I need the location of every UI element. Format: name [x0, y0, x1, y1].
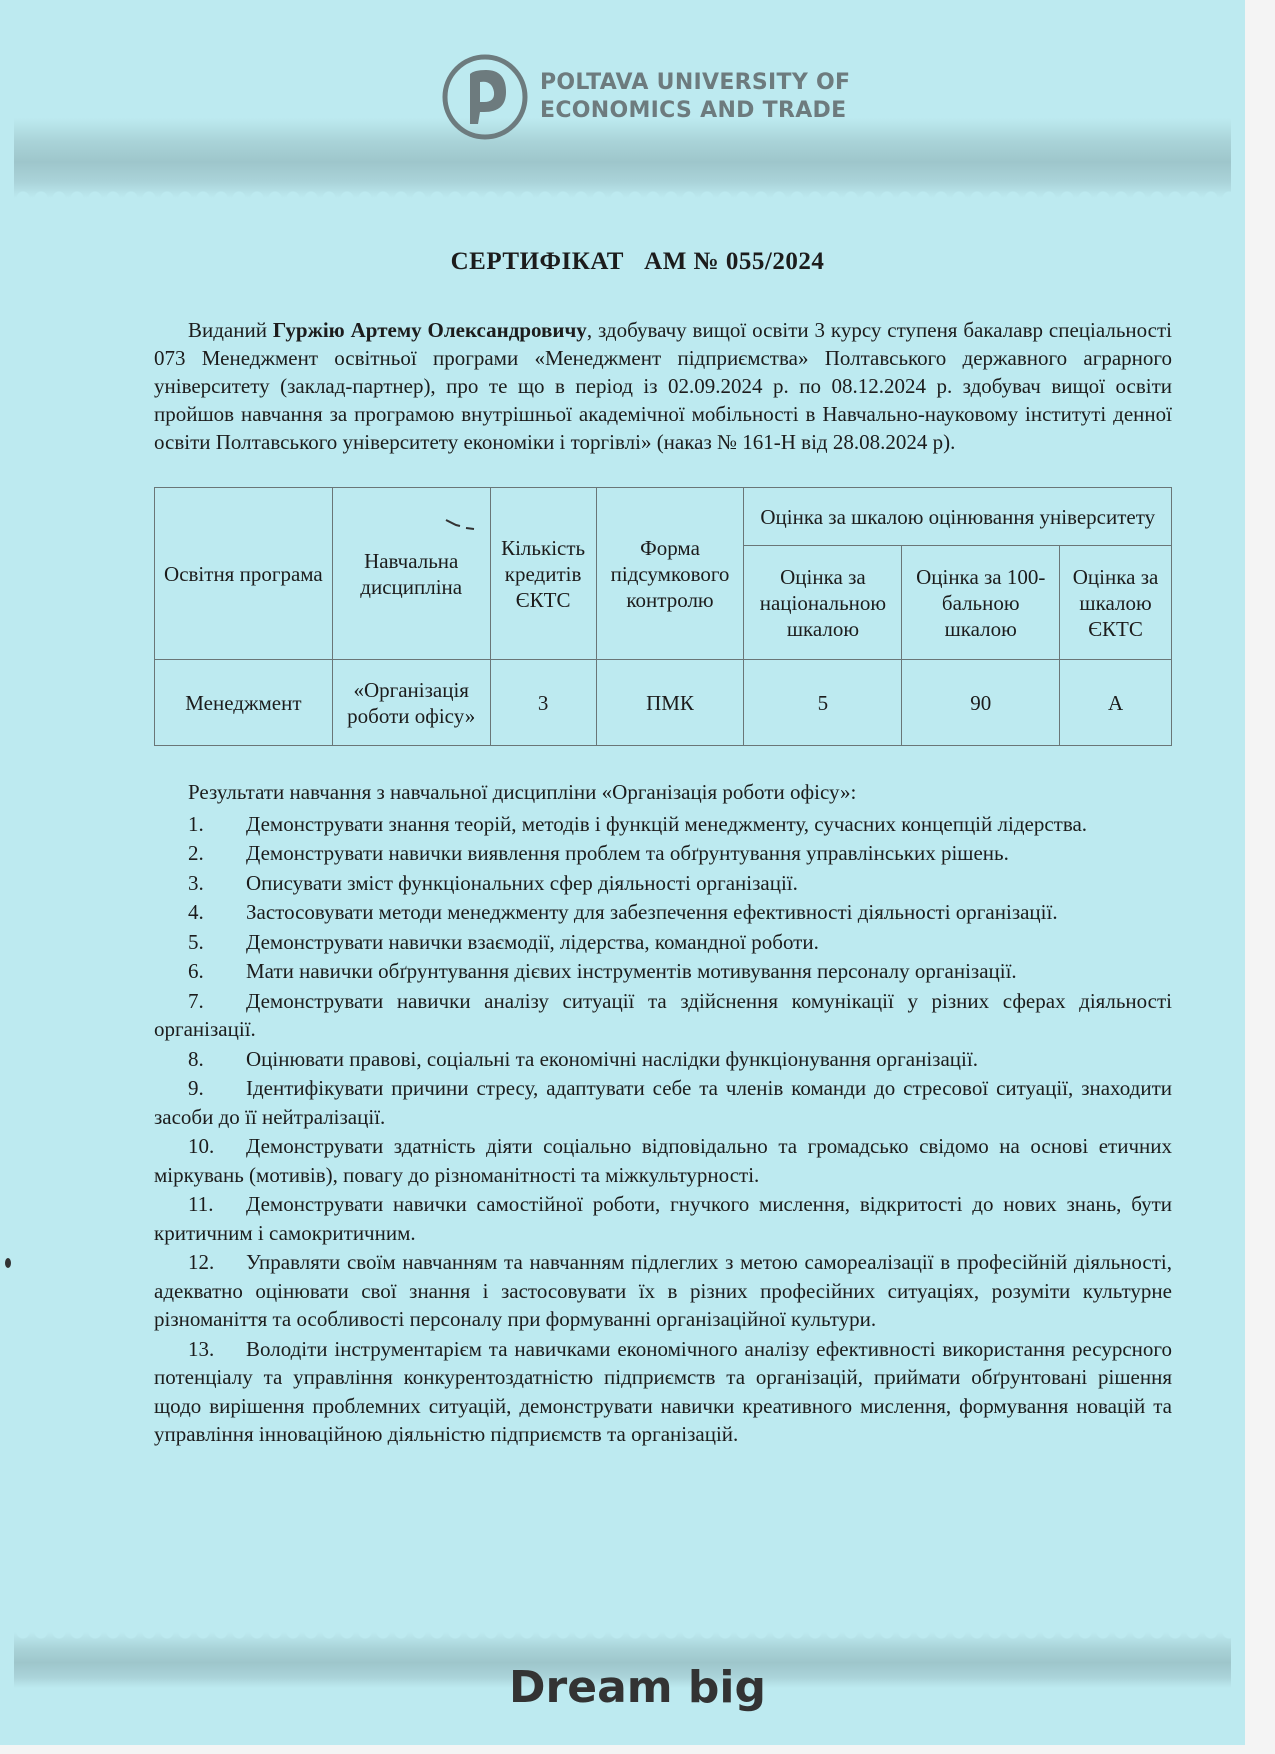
certificate-title: СЕРТИФІКАТ АМ № 055/2024	[450, 248, 825, 275]
university-emblem-icon	[440, 52, 530, 142]
list-item	[154, 987, 1172, 1044]
cell-control: ПМК	[596, 660, 744, 746]
list-item	[154, 839, 1172, 868]
item-text: Демонструвати знання теорій, методів і функцій менеджменту, сучасних концепцій лідерства.	[246, 811, 1088, 836]
grades-table	[154, 487, 1172, 746]
cell-program: Менеджмент	[155, 660, 333, 746]
university-name	[540, 69, 850, 125]
item-text: Описувати зміст функціональних сфер діяльності організації.	[246, 870, 798, 895]
header-control: Форма підсумкового контролю	[596, 488, 744, 660]
list-item	[154, 898, 1172, 927]
item-number: 3.	[188, 870, 204, 895]
item-text: Застосовувати методи менеджменту для забезпечення ефективності діяльності організації.	[246, 900, 1058, 924]
item-number: 2.	[188, 841, 204, 865]
item-number: 8.	[188, 1046, 204, 1071]
table-row	[155, 660, 1172, 746]
list-item	[154, 928, 1172, 957]
cell-discipline: «Організація роботи офісу»	[332, 660, 490, 746]
list-item	[154, 1248, 1172, 1334]
item-text: Демонструвати навички взаємодії, лідерства, командної роботи.	[246, 929, 819, 954]
item-number: 9.	[188, 1076, 204, 1100]
certificate-intro	[154, 316, 1172, 456]
list-item	[154, 810, 1172, 839]
header-hundred: Оцінка за 100-бальною шкалою	[902, 546, 1060, 660]
item-text: Оцінювати правові, соціальні та економічні наслідки функціонування організації.	[246, 1046, 978, 1071]
item-number: 6.	[188, 959, 204, 983]
item-text: Ідентифікувати причини стресу, адаптувати себе та членів команди до стресової ситуації, знаходити засоби до її нейтралізації.	[154, 1076, 1172, 1129]
header-program: Освітня програма	[155, 488, 333, 660]
header-credits: Кількість кредитів ЄКТС	[490, 488, 596, 660]
outcomes-list	[154, 810, 1172, 1449]
item-number: 1.	[188, 811, 204, 836]
logo-line-1: POLTAVA UNIVERSITY OF	[540, 70, 851, 95]
item-text: Демонструвати навички виявлення проблем та обґрунтування управлінських рішень.	[246, 841, 1009, 865]
item-number: 10.	[188, 1134, 215, 1158]
intro-body: , здобувачу вищої освіти 3 курсу ступеня бакалавр спеціальності 073 Менеджмент освітньої програми «Менеджмент підприємства» Полтавського державного аграрного університету (заклад-партнер), про те що в період із 02.09.2024 р. по 08.12.2024 р. здобувач вищої освіти пройшов навчання за програмою внутрішньої академічної мобільності в Навчально-науковому інституті денної освіти Полтавського університету економіки і торгівлі» (наказ № 161-Н від 28.08.2024 р).	[154, 318, 1172, 454]
item-number: 7.	[188, 988, 204, 1013]
header-grade-group: Оцінка за шкалою оцінювання університету	[744, 488, 1172, 546]
scan-speck-icon	[3, 1256, 13, 1270]
list-item	[154, 957, 1172, 986]
cell-credits: 3	[490, 660, 596, 746]
outcomes-lead: Результати навчання з навчальної дисципліни «Організація роботи офісу»:	[188, 780, 857, 804]
item-number: 11.	[188, 1192, 214, 1216]
header-national: Оцінка за національною шкалою	[744, 546, 902, 660]
header-discipline: Навчальна дисципліна	[332, 488, 490, 660]
item-text: Демонструвати навички аналізу ситуації та здійснення комунікації у різних сферах діяльності організації.	[154, 988, 1172, 1041]
list-item	[154, 1045, 1172, 1074]
university-logo	[440, 52, 850, 142]
item-number: 4.	[188, 900, 204, 924]
item-text: Управляти своїм навчанням та навчанням підлеглих з метою самореалізації в професійній діяльності, адекватно оцінювати свої знання і застосовувати їх в різних професійних ситуаціях, розуміти культурне різноманіття та особливості персоналу при формуванні організаційної культури.	[154, 1250, 1172, 1331]
cell-national: 5	[744, 660, 902, 746]
item-number: 12.	[188, 1250, 215, 1274]
cell-ects: A	[1060, 660, 1172, 746]
list-item	[154, 1190, 1172, 1247]
list-item	[154, 1335, 1172, 1449]
logo-line-2: ECONOMICS AND TRADE	[540, 98, 847, 123]
slogan: Dream big	[509, 1662, 766, 1713]
header-ects: Оцінка за шкалою ЄКТС	[1060, 546, 1172, 660]
item-text: Володіти інструментарієм та навичками економічного аналізу ефективності використання ресурсного потенціалу та управління конкурентоздатністю підприємств та організацій, приймати обґрунтовані рішення щодо вирішення проблемних ситуацій, демонструвати навички креативного мислення, формування новацій та управління інноваційною діяльністю підприємств та організацій.	[154, 1336, 1172, 1446]
item-number: 5.	[188, 929, 204, 954]
cell-hundred: 90	[902, 660, 1060, 746]
intro-prefix: Виданий	[188, 318, 273, 342]
list-item	[154, 1074, 1172, 1131]
item-text: Демонструвати здатність діяти соціально відповідально та громадсько свідомо на основі етичних міркувань (мотивів), повагу до різноманітності та міжкультурності.	[154, 1134, 1172, 1187]
item-text: Мати навички обґрунтування дієвих інструментів мотивування персоналу організації.	[246, 959, 1017, 983]
pen-mark-icon	[444, 516, 484, 536]
item-number: 13.	[188, 1336, 215, 1361]
list-item	[154, 869, 1172, 898]
list-item	[154, 1132, 1172, 1189]
learning-outcomes	[154, 778, 1172, 1450]
recipient-name: Гуржію Артему Олександровичу	[272, 318, 587, 342]
item-text: Демонструвати навички самостійної роботи, гнучкого мислення, відкритості до нових знань, бути критичним і самокритичним.	[154, 1192, 1172, 1245]
